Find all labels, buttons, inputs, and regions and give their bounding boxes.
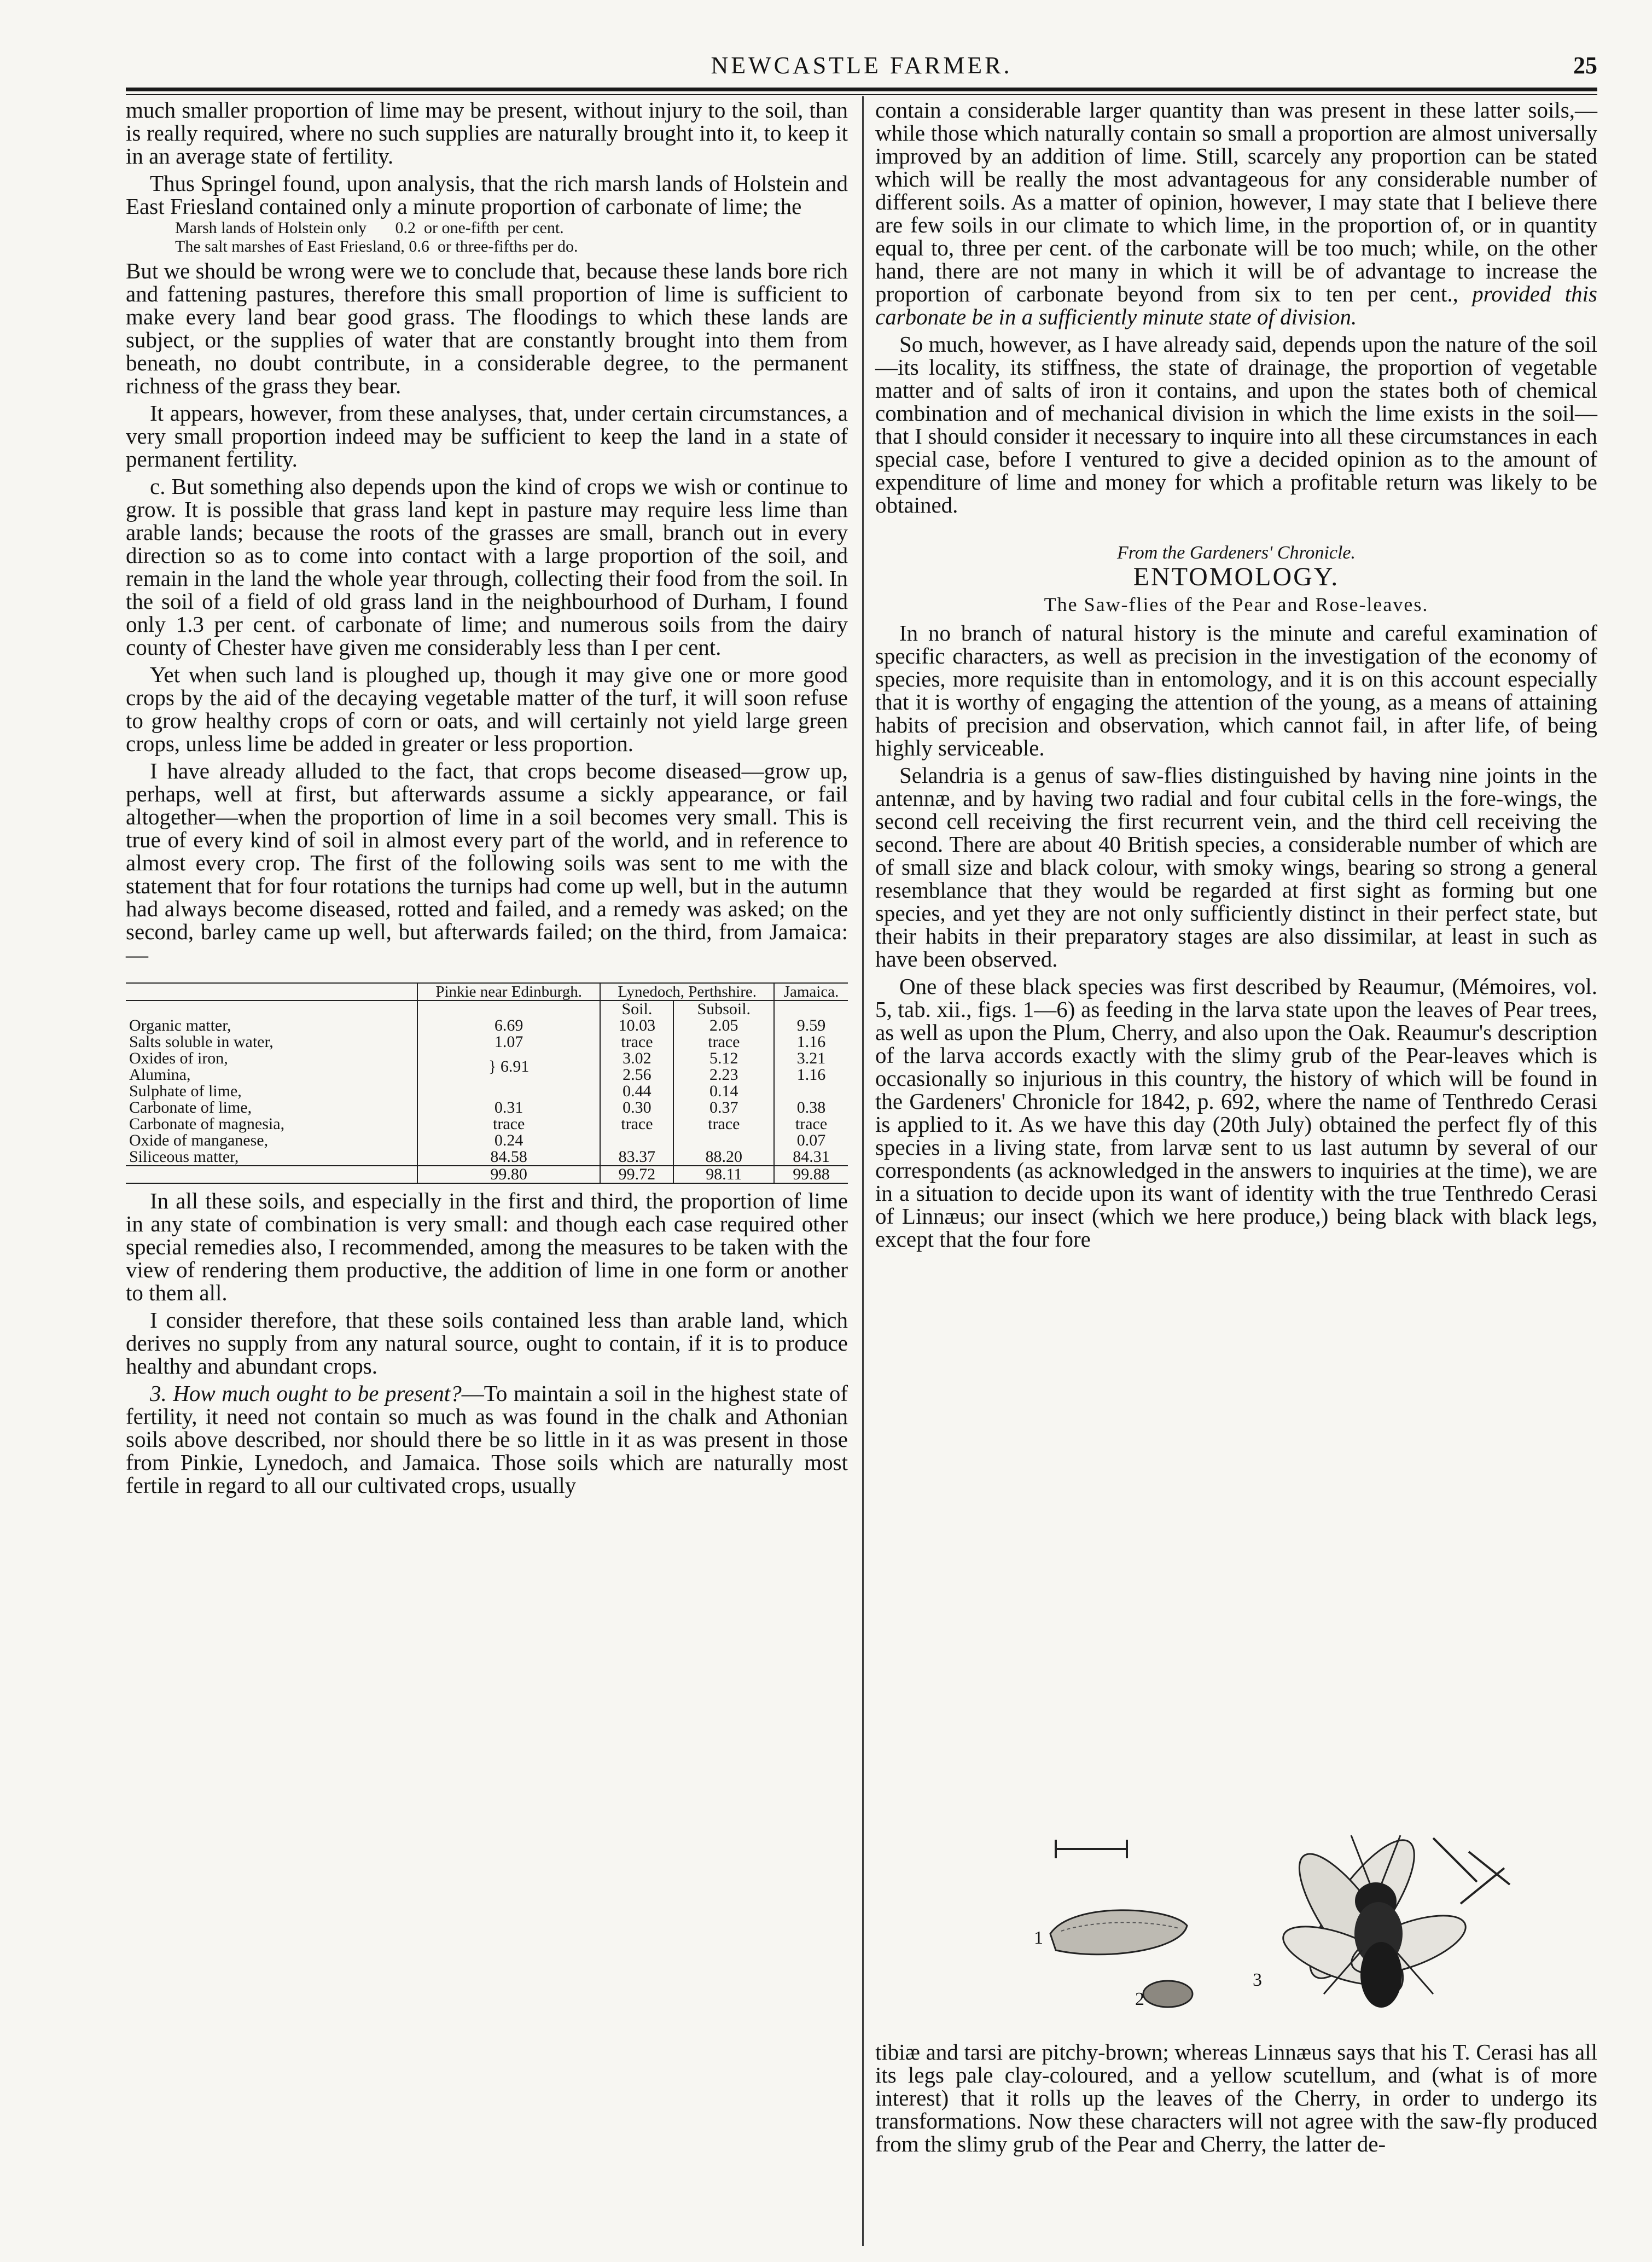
article-title: The Saw-flies of the Pear and Rose-leaves. (1044, 594, 1429, 615)
paragraph: c. But something also depends upon the kind of crops we wish or continue to grow. It is possible that grass land kept in pasture may require less lime than arable lands; because the roots of the grasses are small, branch out in every direction so as to come into contact with a large proportion of the soil, and remain in the land the whole year through, collecting their food from the soil. In the soil of a field of old grass land in the neighbourhood of Durham, I found only 1.3 per cent. of carbonate of lime; and numerous soils from the dairy county of Chester have given me considerably less than I per cent. (126, 474, 848, 660)
header-rule-thin (126, 94, 1597, 95)
table-cell: 1.16 (774, 1067, 848, 1083)
table-cell: 3.02 (600, 1050, 673, 1067)
row-label: Oxides of iron, (129, 1049, 228, 1067)
row-label: Organic matter, (129, 1016, 231, 1034)
row-label: Sulphate of lime, (129, 1082, 242, 1100)
figure-label: 2 (1135, 1989, 1144, 2009)
running-head: NEWCASTLE FARMER. (711, 52, 1013, 79)
page-number: 25 (1573, 52, 1597, 79)
paragraph: Selandria is a genus of saw-flies distinguished by having nine joints in the antennæ, and by having two radial and four cubital cells in the fore-wings, the second cell receiving the first recurrent vein, and the third cell receiving the second. There are about 40 British species, a considerable number of which are of small size and black colour, with smoky wings, bearing so strong a general resemblance that they would be regarded at first sight as forming but one species, and yet they are not only sufficiently distinct in their perfect state, but their habits in their preparatory stages are also dissimilar, at least in such as have been observed. (875, 763, 1597, 972)
paragraph: But we should be wrong were we to conclude that, because these lands bore rich and fattening pastures, therefore this small proportion of lime is sufficient to make every land bear good grass. The floodings to which these lands are subject, or the supplies of water that are constantly brought into them from beneath, no doubt contribute, in a considerable degree, to the permanent richness of the grass they bear. (126, 258, 848, 398)
larva-figure (1050, 1910, 1187, 1955)
table-cell: 0.14 (673, 1083, 774, 1100)
column-header: Pinkie near Edinburgh. (417, 983, 600, 1001)
page-header (126, 48, 1597, 86)
table-cell-bracketed: } 6.91 (417, 1050, 600, 1083)
paragraph: Yet when such land is ploughed up, though it may give one or more good crops by the aid of the decaying vegetable matter of the turf, it will soon refuse to grow healthy crops of corn or oats, and will certainly not yield large green crops, unless lime be added in greater or less proportion. (126, 662, 848, 756)
paragraph: much smaller proportion of lime may be present, without injury to the soil, than is really required, where no such supplies are naturally brought into it, to keep it in an average state of fertility. (126, 97, 848, 168)
table-cell: 84.31 (774, 1149, 848, 1166)
column-divider (862, 96, 864, 2246)
table-cell: 0.07 (774, 1132, 848, 1149)
table-cell (417, 1083, 600, 1100)
table-cell: trace (600, 1034, 673, 1050)
paragraph-text: contain a considerable larger quantity than was present in these latter soils,—while those which naturally contain so small a proportion are almost universally improved by an addition of lime. Still, scarcely any proportion can be stated which will be really the most advantageous for any considerable number of different soils. As a matter of opinion, however, I may state that I believe there are few soils in our climate to which lime, in the proportion of, or in quantity equal to, three per cent. of the carbonate will be too much; while, on the other hand, there are not many in which it will be of advantage to increase the proportion of carbonate beyond from six to ten per cent., (875, 97, 1597, 306)
header-rule (126, 88, 1597, 91)
cocoon-figure (1143, 1981, 1193, 2007)
paragraph: tibiæ and tarsi are pitchy-brown; whereas Linnæus says that his T. Cerasi has all its legs pale clay-coloured, and a yellow scutellum, and (what is of more interest) that it rolls up the leaves of the Cherry, in order to undergo its transformations. Now these characters will not agree with the saw-fly produced from the slimy grub of the Pear and Cherry, the latter de- (875, 2039, 1597, 2156)
table-cell: 1.16 (774, 1034, 848, 1050)
paragraph (126, 1382, 848, 1497)
table-cell: 3.21 (774, 1050, 848, 1067)
table-cell: 2.56 (600, 1067, 673, 1083)
table-cell: 6.69 (417, 1017, 600, 1034)
table-cell: trace (673, 1034, 774, 1050)
table-cell: trace (673, 1116, 774, 1132)
table-cell: 0.31 (417, 1100, 600, 1116)
table-cell: 2.05 (673, 1017, 774, 1034)
row-label: Salts soluble in water, (129, 1033, 274, 1051)
paragraph: I have already alluded to the fact, that crops become diseased—grow up, perhaps, well at first, but afterwards assume a sickly appearance, or fail altogether—when the proportion of lime in a soil becomes very small. This is true of every kind of soil in almost every part of the world, and in reference to almost every crop. The first of the following soils was sent to me with the statement that for four rotations the turnips had come up well, but in the autumn had always become diseased, rotted and failed, and a remedy was asked; on the second, barley came up well, but afterwards failed; on the third, from Jamaica:— (126, 758, 848, 967)
paragraph: So much, however, as I have already said, depends upon the nature of the soil—its locality, its stiffness, the state of drainage, the proportion of vegetable matter and of salts of iron it contains, and upon the states both of chemical combination and of mechanical division in which the lime exists in the soil—that I should consider it necessary to inquire into all these circumstances in each special case, before I ventured to give a decided opinion as to the amount of expenditure of lime and money for which a profitable return was likely to be obtained. (875, 332, 1597, 517)
table-cell: 0.30 (600, 1100, 673, 1116)
table-cell (600, 1132, 673, 1149)
table-cell: 83.37 (600, 1149, 673, 1166)
table-corner (126, 983, 417, 1001)
paragraph (875, 98, 1597, 328)
table-cell: 84.58 (417, 1149, 600, 1166)
right-column (875, 98, 1597, 1255)
table-cell: 0.38 (774, 1100, 848, 1116)
paragraph: I consider therefore, that these soils contained less than arable land, which derives no supply from any natural source, ought to contain, if it is to produce healthy and abundant crops. (126, 1307, 848, 1379)
table-cell: 0.37 (673, 1100, 774, 1116)
scale-bar (1056, 1840, 1127, 1858)
table-cell (673, 1132, 774, 1149)
table-cell: 5.12 (673, 1050, 774, 1067)
data-line: Marsh lands of Holstein only 0.2 or one-fifth per cent. (175, 219, 564, 237)
column-header: Lynedoch, Perthshire. (600, 983, 774, 1001)
row-label: Alumina, (129, 1066, 191, 1084)
paragraph-text: —To maintain a soil in the highest state of fertility, it need not contain so much as was found in the chalk and Athonian soils above described, nor should there be so little in it as was present in those from Pinkie, Lynedoch, and Jamaica. Those soils which are naturally most fertile in regard to all our cultivated crops, usually (126, 1381, 848, 1498)
total-cell: 99.72 (600, 1166, 673, 1183)
row-label: Siliceous matter, (129, 1148, 239, 1166)
column-header: Jamaica. (774, 983, 848, 1001)
table-cell: trace (417, 1116, 600, 1132)
row-label: Carbonate of lime, (129, 1098, 252, 1117)
paragraph: In no branch of natural history is the minute and careful examination of specific characters, as well as precision in the investigation of the economy of species, more requisite than in entomology, and it is on this account especially that it is worthy of engaging the attention of the young, as a means of attaining habits of precision and observation, which cannot fail, in after life, of being highly serviceable. (875, 620, 1597, 760)
source-credit: From the Gardeners' Chronicle. (1117, 543, 1356, 563)
table-cell: trace (600, 1116, 673, 1132)
soil-analysis-table (126, 982, 848, 1184)
paragraph: In all these soils, and especially in the first and third, the proportion of lime in any state of combination is very small: and though each case required other special remedies also, I recommended, among the measures to be taken with the view of rendering them productive, the addition of lime in one form or another to them all. (126, 1188, 848, 1305)
table-cell: 6.91 (500, 1057, 530, 1075)
sawfly-illustration (875, 1770, 1597, 2032)
column-subheader: Soil. (600, 1001, 673, 1017)
table-cell: 0.24 (417, 1132, 600, 1149)
table-cell: 88.20 (673, 1149, 774, 1166)
row-label: Carbonate of magnesia, (129, 1115, 285, 1133)
table-cell (774, 1083, 848, 1100)
total-cell: 98.11 (673, 1166, 774, 1183)
right-column-continued (875, 2040, 1597, 2160)
paragraph: It appears, however, from these analyses, that, under certain circumstances, a very small proportion indeed may be sufficient to keep the land in a state of permanent fertility. (126, 400, 848, 472)
total-cell: 99.80 (417, 1166, 600, 1183)
figure-label: 3 (1253, 1970, 1262, 1990)
table-cell: trace (774, 1116, 848, 1132)
data-line: The salt marshes of East Friesland, 0.6 or three-fifths per do. (175, 237, 578, 255)
section-title: ENTOMOLOGY. (1133, 562, 1340, 591)
table-cell: 10.03 (600, 1017, 673, 1034)
column-subheader: Subsoil. (673, 1001, 774, 1017)
left-column (126, 98, 848, 1501)
table-cell: 1.07 (417, 1034, 600, 1050)
paragraph: Thus Springel found, upon analysis, that the rich marsh lands of Holstein and East Friesland contained only a minute proportion of carbonate of lime; the (126, 171, 848, 219)
total-cell: 99.88 (774, 1166, 848, 1183)
adult-sawfly-figure (1276, 1826, 1473, 2008)
paragraph-italic: provided this carbonate be in a sufficiently minute state of division. (875, 281, 1598, 329)
paragraph-lead: 3. How much ought to be present? (150, 1381, 462, 1406)
marsh-lime-data (126, 219, 848, 256)
scale-bar-t (1433, 1838, 1510, 1904)
table-cell: 0.44 (600, 1083, 673, 1100)
row-label: Oxide of manganese, (129, 1131, 269, 1149)
paragraph: One of these black species was first described by Reaumur, (Mémoires, vol. 5, tab. xii., figs. 1—6) as feeding in the larva state upon the leaves of Pear trees, as well as upon the Plum, Cherry, and also upon the Oak. Reaumur's description of the larva accords exactly with the slimy grub of the Pear-leaves which is occasionally so injurious in this country, the history of which will be found in the Gardeners' Chronicle for 1842, p. 692, where the name of Tenthredo Cerasi is applied to it. As we have this day (20th July) obtained the perfect fly of this species in a living state, from larvæ sent to us last autumn by several of our correspondents (as acknowledged in the answers to inquiries at the time), we are in a situation to decide upon its want of identity with the true Tenthredo Cerasi of Linnæus; our insect (which we here produce,) being black with black legs, except that the four fore (875, 974, 1597, 1252)
table-cell: 9.59 (774, 1017, 848, 1034)
figure-label: 1 (1034, 1928, 1043, 1948)
table-cell: 2.23 (673, 1067, 774, 1083)
